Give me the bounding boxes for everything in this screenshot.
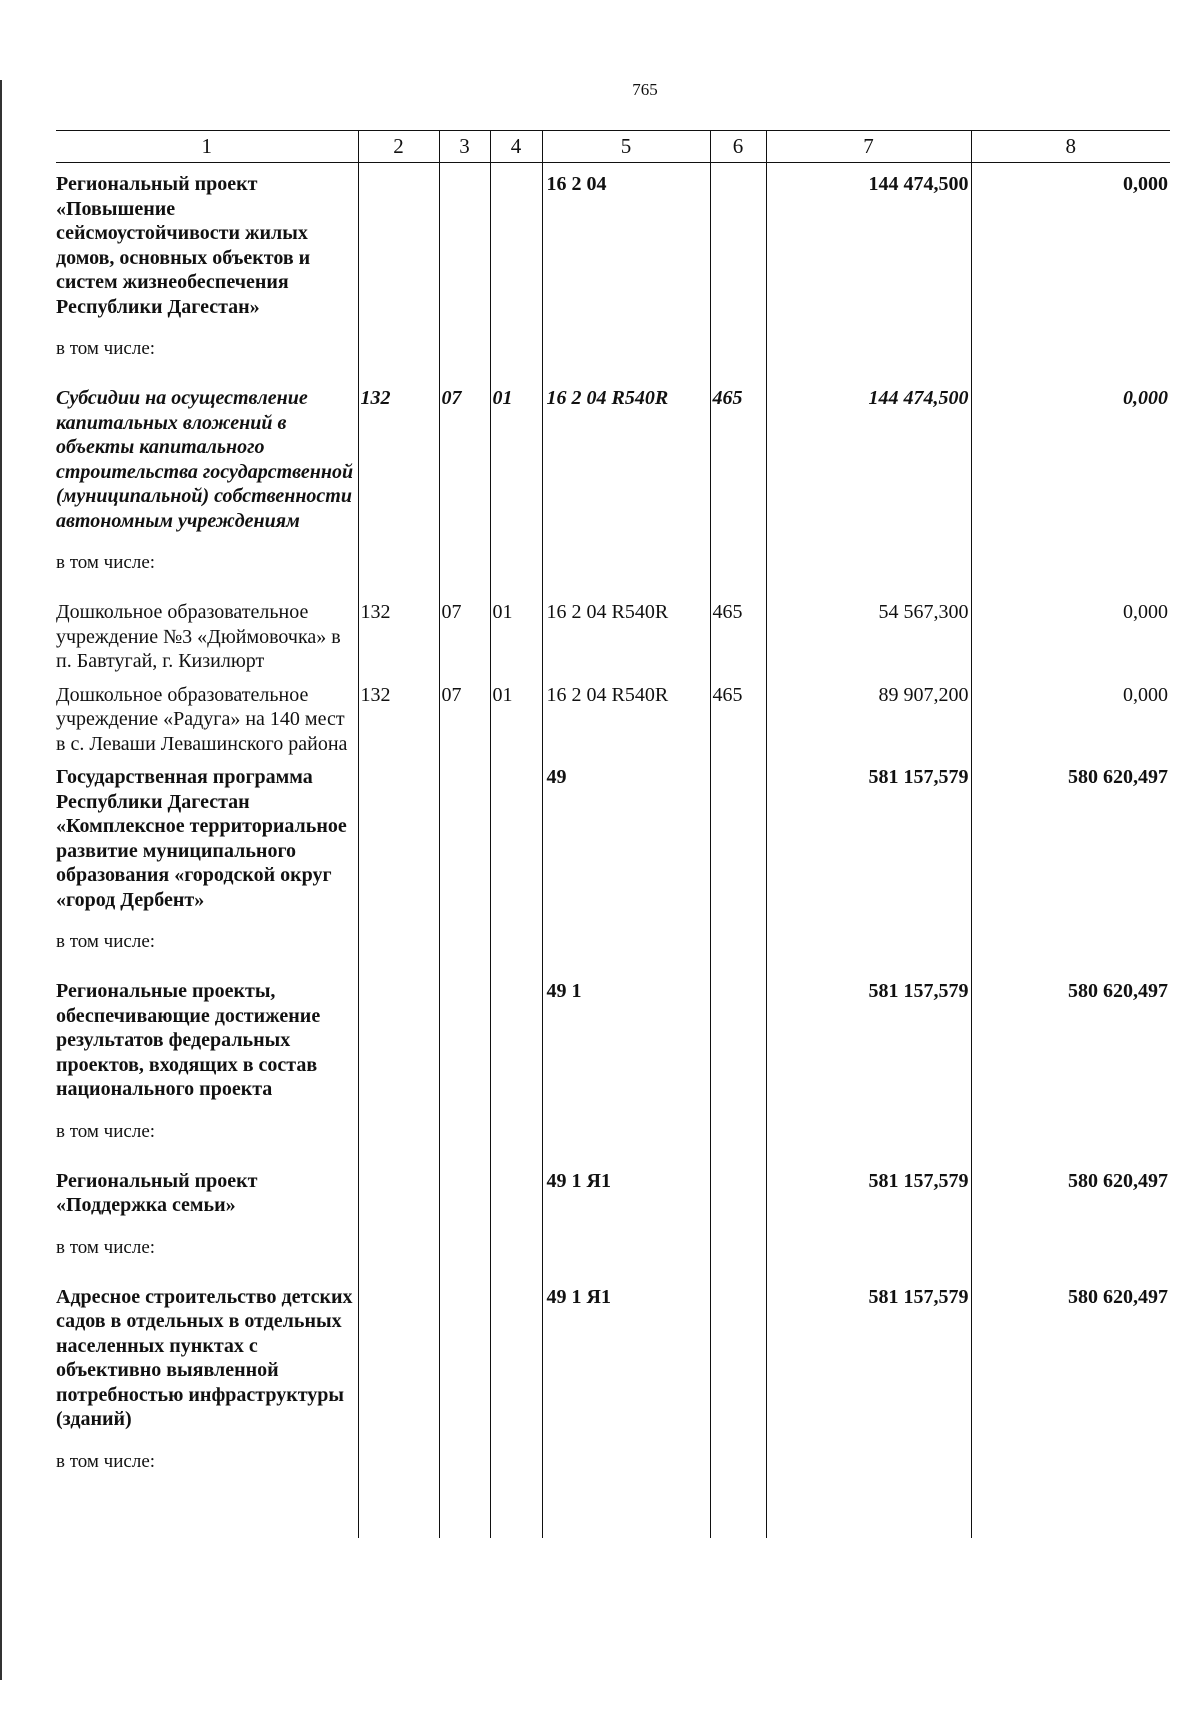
column-header-6: 6 — [710, 131, 766, 163]
cell-amount-year-1 — [766, 319, 971, 377]
cell-amount-year-2 — [971, 1432, 1170, 1490]
cell-expense-type — [710, 1160, 766, 1218]
page-number: 765 — [632, 80, 658, 99]
cell-subsection: 01 — [490, 674, 542, 757]
cell-amount-year-2: 580 620,497 — [971, 1276, 1170, 1432]
column-header-3: 3 — [439, 131, 490, 163]
empty-cell — [439, 1490, 490, 1538]
cell-ministry — [358, 970, 439, 1102]
cell-target-article — [542, 1102, 710, 1160]
cell-amount-year-2 — [971, 533, 1170, 591]
cell-subsection — [490, 1160, 542, 1218]
cell-amount-year-2: 580 620,497 — [971, 970, 1170, 1102]
cell-expense-type — [710, 163, 766, 320]
cell-expense-type — [710, 1432, 766, 1490]
cell-amount-year-2: 0,000 — [971, 163, 1170, 320]
cell-target-article — [542, 912, 710, 970]
cell-ministry — [358, 1102, 439, 1160]
cell-subsection — [490, 756, 542, 912]
cell-ministry: 132 — [358, 591, 439, 674]
scan-edge-line — [0, 80, 2, 1680]
cell-subsection — [490, 1102, 542, 1160]
cell-expense-type — [710, 912, 766, 970]
column-header-2: 2 — [358, 131, 439, 163]
cell-section — [439, 163, 490, 320]
table-row — [56, 970, 1170, 1102]
cell-expense-type: 465 — [710, 377, 766, 533]
budget-table — [56, 130, 1170, 1538]
cell-section: 07 — [439, 674, 490, 757]
including-row — [56, 1432, 1170, 1490]
cell-amount-year-2: 0,000 — [971, 591, 1170, 674]
including-row — [56, 1218, 1170, 1276]
empty-cell — [542, 1490, 710, 1538]
cell-section — [439, 756, 490, 912]
header-row — [56, 131, 1170, 163]
cell-ministry — [358, 912, 439, 970]
cell-target-article — [542, 533, 710, 591]
cell-section — [439, 1218, 490, 1276]
cell-subsection — [490, 1432, 542, 1490]
cell-ministry — [358, 163, 439, 320]
table-row — [56, 1276, 1170, 1432]
empty-cell — [56, 1490, 358, 1538]
cell-expense-type — [710, 1276, 766, 1432]
cell-amount-year-1: 144 474,500 — [766, 377, 971, 533]
column-header-5: 5 — [542, 131, 710, 163]
row-name: в том числе: — [56, 552, 156, 573]
cell-amount-year-1: 581 157,579 — [766, 970, 971, 1102]
cell-amount-year-2 — [971, 1218, 1170, 1276]
cell-expense-type — [710, 1102, 766, 1160]
cell-subsection: 01 — [490, 591, 542, 674]
row-name: в том числе: — [56, 1120, 156, 1142]
cell-ministry — [358, 1276, 439, 1432]
cell-amount-year-2: 580 620,497 — [971, 1160, 1170, 1218]
empty-cell — [710, 1490, 766, 1538]
cell-target-article: 16 2 04 R540R — [542, 377, 710, 533]
row-name: Региональный проект «Повышение сейсмоустойчивости жилых домов, основных объектов и систем жизнеобеспечения Республики Дагестан» — [56, 173, 311, 318]
table-row — [56, 591, 1170, 674]
cell-amount-year-1: 581 157,579 — [766, 1160, 971, 1218]
cell-section — [439, 1276, 490, 1432]
table-row — [56, 163, 1170, 320]
cell-section: 07 — [439, 591, 490, 674]
cell-ministry: 132 — [358, 674, 439, 757]
row-name: Дошкольное образовательное учреждение №3 «Дюймовочка» в п. Бавтугай, г. Кизилюрт — [56, 601, 341, 672]
cell-section — [439, 533, 490, 591]
row-name: Адресное строительство детских садов в отдельных в отдельных населенных пунктах с объективно выявленной потребностью инфраструктуры (зданий) — [56, 1285, 353, 1430]
cell-target-article: 16 2 04 R540R — [542, 591, 710, 674]
cell-target-article — [542, 1432, 710, 1490]
column-header-7: 7 — [766, 131, 971, 163]
column-header-1: 1 — [56, 131, 358, 163]
column-header-4: 4 — [490, 131, 542, 163]
cell-amount-year-2: 0,000 — [971, 674, 1170, 757]
cell-ministry — [358, 319, 439, 377]
cell-target-article: 16 2 04 — [542, 163, 710, 320]
cell-target-article — [542, 1218, 710, 1276]
including-row — [56, 1102, 1170, 1160]
cell-amount-year-1: 581 157,579 — [766, 1276, 971, 1432]
empty-cell — [490, 1490, 542, 1538]
cell-amount-year-1 — [766, 1432, 971, 1490]
row-name: Региональный проект «Поддержка семьи» — [56, 1169, 258, 1216]
cell-amount-year-1 — [766, 533, 971, 591]
cell-ministry — [358, 756, 439, 912]
cell-ministry — [358, 533, 439, 591]
row-name: Государственная программа Республики Дагестан «Комплексное территориальное развитие муниципального образования «городской округ «город Дербент» — [56, 766, 347, 911]
cell-expense-type: 465 — [710, 674, 766, 757]
row-name: в том числе: — [56, 1236, 156, 1258]
table-row — [56, 1160, 1170, 1218]
cell-amount-year-2: 580 620,497 — [971, 756, 1170, 912]
cell-amount-year-1: 89 907,200 — [766, 674, 971, 757]
cell-subsection — [490, 1218, 542, 1276]
cell-amount-year-2 — [971, 319, 1170, 377]
cell-section — [439, 1102, 490, 1160]
table-row — [56, 674, 1170, 757]
cell-amount-year-1: 54 567,300 — [766, 591, 971, 674]
cell-expense-type — [710, 756, 766, 912]
column-header-8: 8 — [971, 131, 1170, 163]
cell-target-article: 16 2 04 R540R — [542, 674, 710, 757]
row-name: в том числе: — [56, 931, 156, 952]
cell-amount-year-1: 581 157,579 — [766, 756, 971, 912]
cell-section — [439, 1160, 490, 1218]
cell-target-article: 49 1 — [542, 970, 710, 1102]
cell-amount-year-1 — [766, 912, 971, 970]
including-row — [56, 319, 1170, 377]
table-body — [56, 163, 1170, 1538]
cell-subsection — [490, 533, 542, 591]
table-row — [56, 377, 1170, 533]
cell-ministry — [358, 1432, 439, 1490]
cell-target-article: 49 1 Я1 — [542, 1276, 710, 1432]
table-row — [56, 756, 1170, 912]
cell-amount-year-2 — [971, 912, 1170, 970]
cell-target-article: 49 1 Я1 — [542, 1160, 710, 1218]
cell-subsection — [490, 970, 542, 1102]
cell-section: 07 — [439, 377, 490, 533]
empty-cell — [971, 1490, 1170, 1538]
cell-subsection: 01 — [490, 377, 542, 533]
row-name: Дошкольное образовательное учреждение «Радуга» на 140 мест в с. Леваши Левашинского района — [56, 683, 348, 755]
cell-expense-type — [710, 970, 766, 1102]
row-name: Субсидии на осуществление капитальных вложений в объекты капитального строительства государственной (муниципальной) собственности автономным учреждениям — [56, 387, 354, 532]
row-name: в том числе: — [56, 338, 156, 359]
including-row — [56, 533, 1170, 591]
cell-amount-year-2: 0,000 — [971, 377, 1170, 533]
cell-amount-year-2 — [971, 1102, 1170, 1160]
cell-expense-type — [710, 1218, 766, 1276]
cell-amount-year-1: 144 474,500 — [766, 163, 971, 320]
cell-subsection — [490, 163, 542, 320]
row-name: в том числе: — [56, 1450, 156, 1472]
cell-amount-year-1 — [766, 1218, 971, 1276]
budget-table-wrapper — [56, 130, 1170, 1538]
cell-section — [439, 1432, 490, 1490]
cell-section — [439, 912, 490, 970]
including-row — [56, 912, 1170, 970]
cell-target-article — [542, 319, 710, 377]
cell-section — [439, 319, 490, 377]
cell-ministry: 132 — [358, 377, 439, 533]
cell-amount-year-1 — [766, 1102, 971, 1160]
row-name: Региональные проекты, обеспечивающие достижение результатов федеральных проектов, входящих в состав национального проекта — [56, 980, 321, 1100]
cell-subsection — [490, 1276, 542, 1432]
cell-ministry — [358, 1218, 439, 1276]
empty-cell — [766, 1490, 971, 1538]
cell-expense-type: 465 — [710, 591, 766, 674]
cell-subsection — [490, 912, 542, 970]
cell-expense-type — [710, 319, 766, 377]
cell-ministry — [358, 1160, 439, 1218]
empty-cell — [358, 1490, 439, 1538]
table-tail-row — [56, 1490, 1170, 1538]
cell-subsection — [490, 319, 542, 377]
cell-expense-type — [710, 533, 766, 591]
cell-target-article: 49 — [542, 756, 710, 912]
cell-section — [439, 970, 490, 1102]
